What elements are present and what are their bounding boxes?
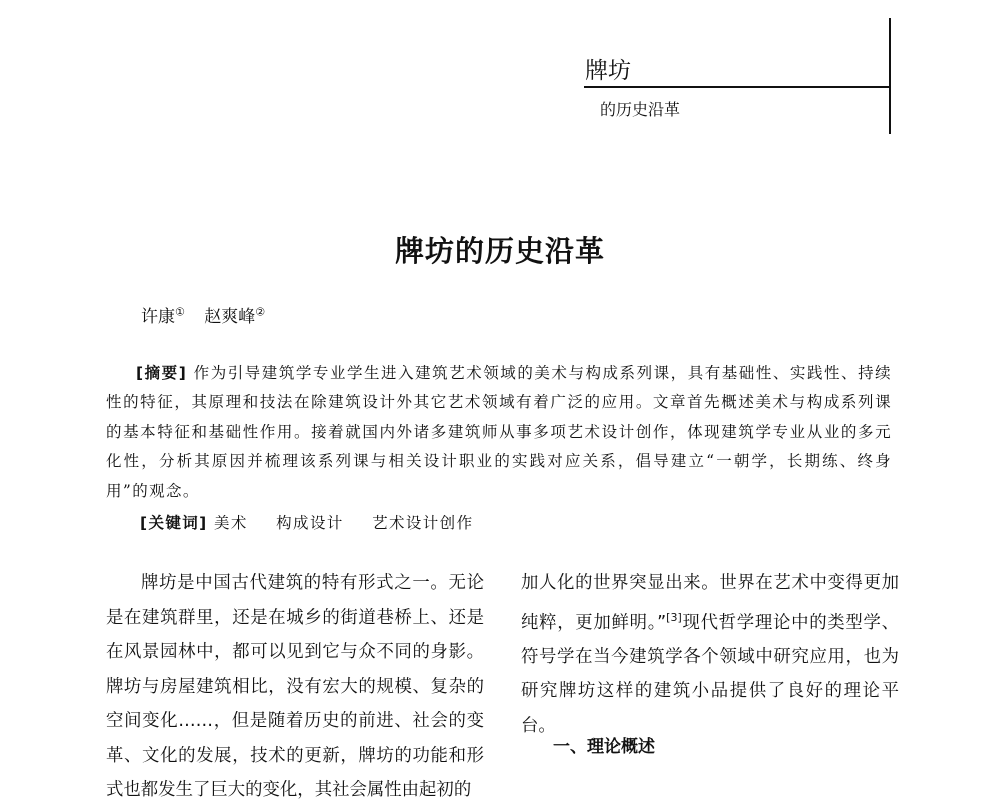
article-title: 牌坊的历史沿革 [394,234,605,268]
author-2 [204,307,265,327]
body-column-right [521,566,899,743]
abstract [106,359,892,506]
keyword: 美术 [214,514,248,532]
author-list [141,300,279,329]
body-text: 现代哲学理论中的类型学、符号学在当今建筑学各个领域中研究应用，也为研究牌坊这样的建筑小品提供了良好的理论平台。 [521,612,899,736]
keyword: 构成设计 [276,514,344,532]
author-footnote-mark: ① [175,305,185,318]
body-column-left [106,566,484,808]
author-name: 许康 [141,306,175,327]
keywords-label: [关键词] [140,514,208,532]
running-header-title: 牌坊 [585,58,631,84]
abstract-label: [摘要] [136,364,188,382]
running-header-vertical-rule [889,18,891,134]
section-heading: 一、理论概述 [553,737,655,757]
keywords [140,510,495,536]
body-text: 加人化的世界突显出来。世界在艺术中变得更加纯粹，更加鲜明。” [521,573,899,633]
author-footnote-mark: ② [255,305,266,318]
keyword: 艺术设计创作 [372,514,474,532]
body-paragraph [521,566,899,743]
author-1 [141,307,185,327]
running-header-rule [584,86,890,88]
citation-ref: [3] [666,610,682,624]
author-name: 赵爽峰 [204,306,256,327]
abstract-text: 作为引导建筑学专业学生进入建筑艺术领域的美术与构成系列课，具有基础性、实践性、持续性的特征，其原理和技法在除建筑设计外其它艺术领域有着广泛的应用。文章首先概述美术与构成系列课的基本特征和基础性作用。接着就国内外诸多建筑师从事多项艺术设计创作，体现建筑学专业从业的多元化性，分析其原因并梳理该系列课与相关设计职业的实践对应关系，倡导建立“一朝学，长期练、终身用”的观念。 [106,364,892,500]
body-paragraph: 牌坊是中国古代建筑的特有形式之一。无论是在建筑群里，还是在城乡的街道巷桥上、还是在风景园林中，都可以见到它与众不同的身影。牌坊与房屋建筑相比，没有宏大的规模、复杂的空间变化……，但是随着历史的前进、社会的变革、文化的发展，技术的更新，牌坊的功能和形式也都发生了巨大的变化，其社会属性由起初的 [106,573,484,800]
running-header-subtitle: 的历史沿革 [600,100,681,119]
